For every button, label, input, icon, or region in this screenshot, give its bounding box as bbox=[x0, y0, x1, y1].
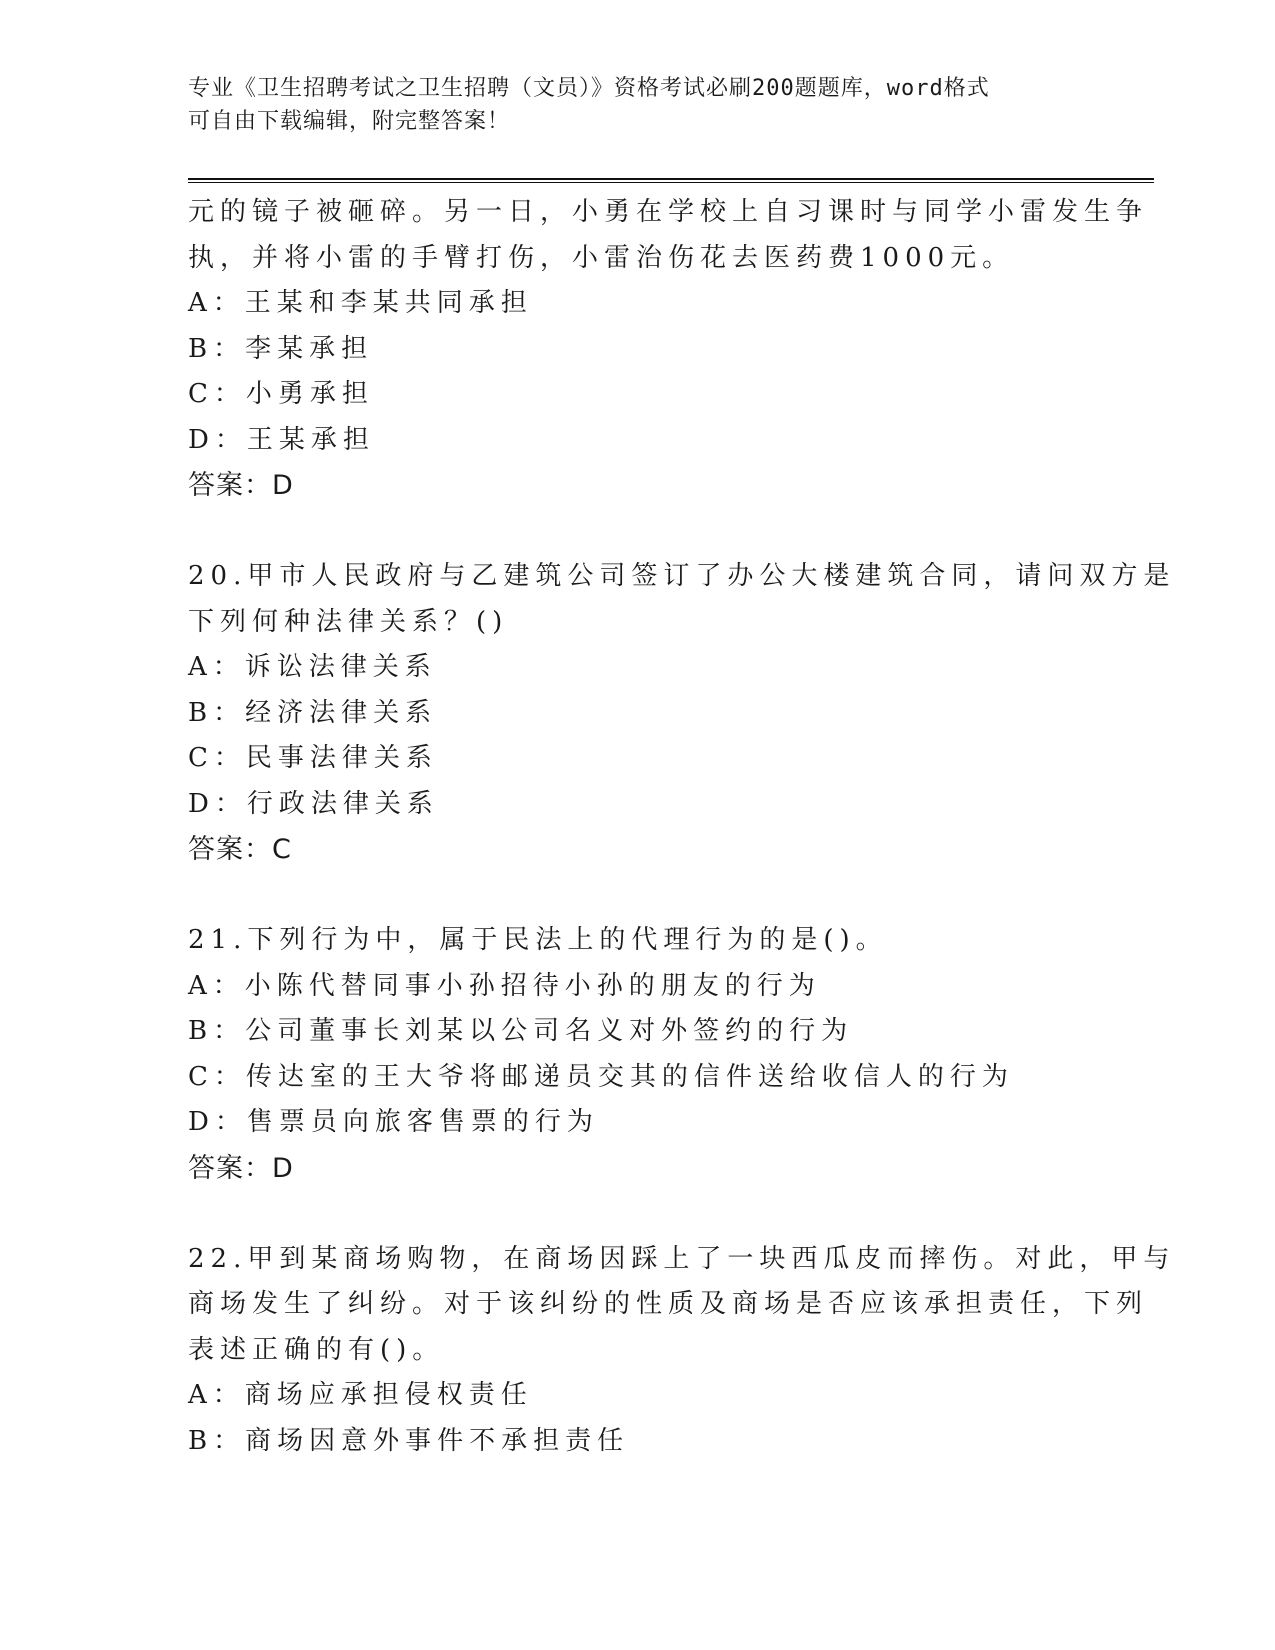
option-b: B：李某承担 bbox=[188, 333, 374, 364]
question-spacer bbox=[188, 873, 1088, 919]
header-title-line-1: 专业《卫生招聘考试之卫生招聘（文员）》资格考试必刷200题题库，word格式 bbox=[188, 76, 990, 101]
option-b: B：商场因意外事件不承担责任 bbox=[188, 1425, 630, 1456]
header-title-line-2: 可自由下载编辑，附完整答案！ bbox=[188, 109, 511, 134]
question-text-line: 商场发生了纠纷。对于该纠纷的性质及商场是否应该承担责任，下列 bbox=[188, 1289, 1149, 1319]
question-22 bbox=[188, 1237, 1176, 1465]
question-text-line: 元的镜子被砸碎。另一日，小勇在学校上自习课时与同学小雷发生争 bbox=[188, 197, 1149, 227]
question-19-continuation bbox=[188, 190, 1149, 509]
question-content bbox=[188, 190, 1176, 1464]
option-d: D：王某承担 bbox=[188, 424, 375, 455]
option-b: B：经济法律关系 bbox=[188, 697, 438, 728]
option-c: C：小勇承担 bbox=[188, 379, 374, 409]
question-spacer bbox=[188, 509, 1088, 555]
option-b: B：公司董事长刘某以公司名义对外签约的行为 bbox=[188, 1016, 854, 1046]
option-c: C：民事法律关系 bbox=[188, 743, 438, 773]
answer-label: 答案：D bbox=[188, 1152, 294, 1184]
question-text-line: 22.甲到某商场购物，在商场因踩上了一块西瓜皮而摔伤。对此，甲与 bbox=[188, 1243, 1176, 1274]
question-spacer bbox=[188, 1191, 1088, 1237]
question-20 bbox=[188, 554, 1176, 873]
option-a: A：商场应承担侵权责任 bbox=[188, 1380, 533, 1410]
option-a: A：王某和李某共同承担 bbox=[188, 288, 533, 318]
option-c: C：传达室的王大爷将邮递员交其的信件送给收信人的行为 bbox=[188, 1061, 1014, 1092]
document-header bbox=[188, 72, 1088, 138]
question-text-line: 20.甲市人民政府与乙建筑公司签订了办公大楼建筑合同，请问双方是 bbox=[188, 561, 1176, 591]
option-d: D：行政法律关系 bbox=[188, 788, 439, 819]
question-text-line: 表述正确的有()。 bbox=[188, 1334, 445, 1365]
option-d: D：售票员向旅客售票的行为 bbox=[188, 1107, 599, 1137]
option-a: A：小陈代替同事小孙招待小孙的朋友的行为 bbox=[188, 970, 821, 1001]
question-21 bbox=[188, 918, 1088, 1191]
answer-label: 答案：C bbox=[188, 834, 292, 865]
answer-label: 答案：D bbox=[188, 470, 294, 501]
question-text-line: 21.下列行为中，属于民法上的代理行为的是()。 bbox=[188, 925, 888, 955]
question-text-line: 下列何种法律关系？() bbox=[188, 606, 509, 637]
header-divider bbox=[188, 178, 1154, 183]
question-text-line: 执，并将小雷的手臂打伤，小雷治伤花去医药费1000元。 bbox=[188, 242, 1015, 273]
option-a: A：诉讼法律关系 bbox=[188, 652, 437, 682]
